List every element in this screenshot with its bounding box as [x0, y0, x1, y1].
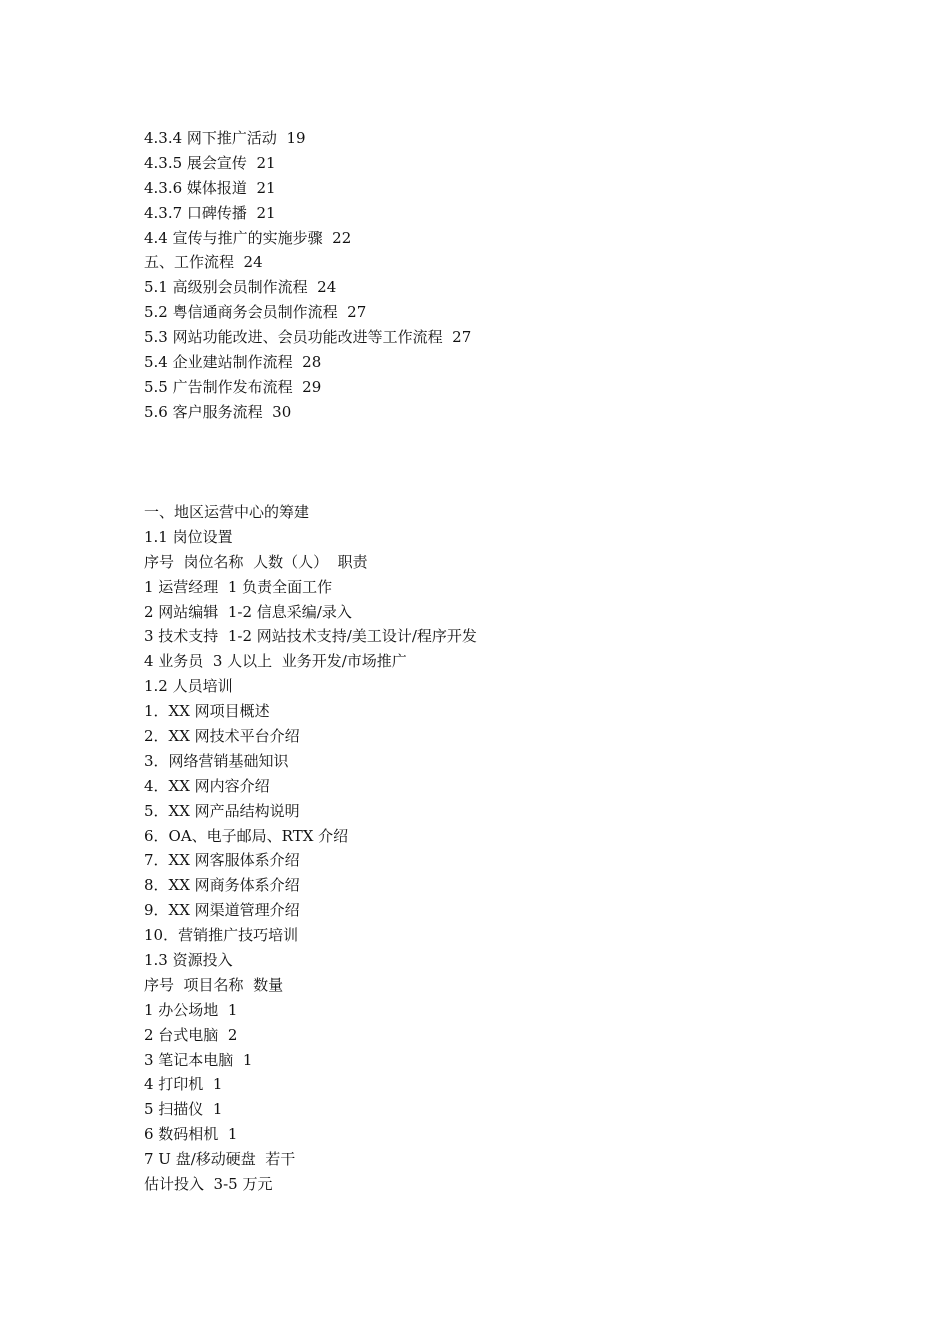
- subsection-heading: 1.1 岗位设置: [144, 527, 233, 546]
- table-row-line: 5 扫描仪 1: [144, 1100, 223, 1119]
- toc-line: 5.2 粤信通商务会员制作流程 27: [144, 303, 367, 322]
- table-of-contents: [144, 126, 471, 425]
- section-heading: 一、地区运营中心的筹建: [144, 503, 310, 521]
- toc-line: 5.4 企业建站制作流程 28: [144, 353, 322, 372]
- subsection-heading: 1.2 人员培训: [144, 677, 233, 696]
- table-row-line: 4 业务员 3 人以上 业务开发/市场推广: [144, 652, 407, 671]
- toc-line: 4.4 宣传与推广的实施步骤 22: [144, 228, 352, 247]
- table-row-line: 7 U 盘/移动硬盘 若干: [144, 1150, 296, 1169]
- list-item: 9．XX 网渠道管理介绍: [144, 901, 300, 920]
- list-item: 8．XX 网商务体系介绍: [144, 876, 300, 895]
- toc-line: 4.3.5 展会宣传 21: [144, 153, 276, 172]
- toc-line: 5.1 高级别会员制作流程 24: [144, 278, 337, 297]
- table-row-line: 6 数码相机 1: [144, 1125, 238, 1144]
- subsection-heading: 1.3 资源投入: [144, 951, 233, 970]
- estimate-line: 估计投入 3-5 万元: [144, 1175, 273, 1194]
- table-row-line: 3 笔记本电脑 1: [144, 1050, 253, 1069]
- toc-line: 4.3.7 口碑传播 21: [144, 203, 276, 222]
- table-row-line: 3 技术支持 1-2 网站技术支持/美工设计/程序开发: [144, 627, 477, 646]
- table-row-line: 4 打印机 1: [144, 1075, 223, 1094]
- document-body: [144, 500, 477, 1197]
- list-item: 1．XX 网项目概述: [144, 702, 270, 721]
- table-row-line: 2 台式电脑 2: [144, 1025, 238, 1044]
- table-row-line: 1 运营经理 1 负责全面工作: [144, 577, 333, 596]
- table-header-line: 序号 岗位名称 人数（人） 职责: [144, 552, 368, 571]
- table-header-line: 序号 项目名称 数量: [144, 975, 284, 994]
- list-item: 6．OA、电子邮局、RTX 介绍: [144, 826, 349, 845]
- table-row-line: 1 办公场地 1: [144, 1000, 238, 1019]
- table-row-line: 2 网站编辑 1-2 信息采编/录入: [144, 602, 352, 621]
- toc-line: 4.3.6 媒体报道 21: [144, 178, 276, 197]
- list-item: 10．营销推广技巧培训: [144, 926, 299, 945]
- list-item: 4．XX 网内容介绍: [144, 776, 270, 795]
- toc-line: 5.6 客户服务流程 30: [144, 402, 292, 421]
- list-item: 2．XX 网技术平台介绍: [144, 727, 300, 746]
- list-item: 5．XX 网产品结构说明: [144, 801, 300, 820]
- toc-line: 5.5 广告制作发布流程 29: [144, 377, 322, 396]
- list-item: 3．网络营销基础知识: [144, 751, 289, 770]
- toc-line: 5.3 网站功能改进、会员功能改进等工作流程 27: [144, 328, 472, 347]
- toc-line: 4.3.4 网下推广活动 19: [144, 129, 306, 147]
- list-item: 7．XX 网客服体系介绍: [144, 851, 300, 870]
- toc-line: 五、工作流程 24: [144, 253, 263, 272]
